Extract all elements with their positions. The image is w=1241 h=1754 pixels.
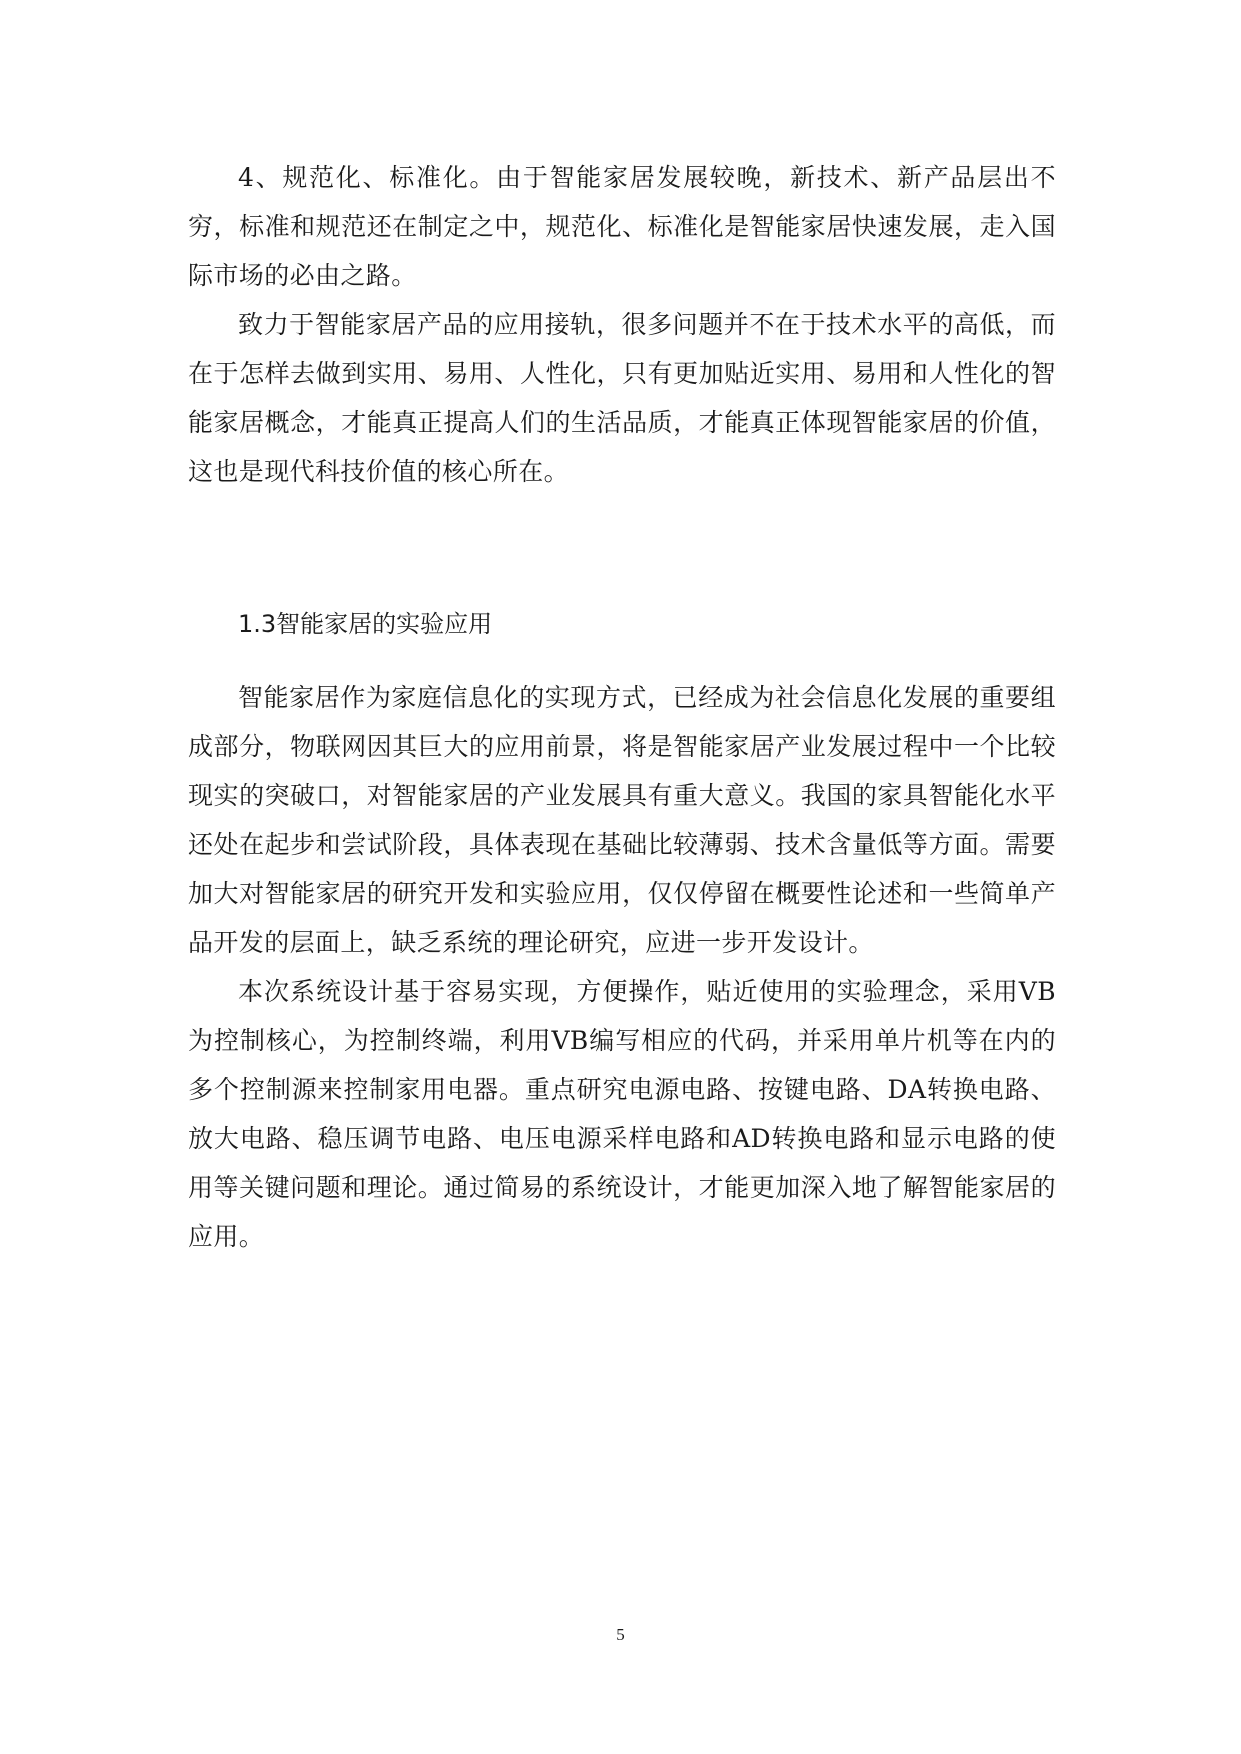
document-body [188, 153, 1056, 1261]
paragraph-application-integration: 致力于智能家居产品的应用接轨，很多问题并不在于技术水平的高低，而在于怎样去做到实用、易用、人性化，只有更加贴近实用、易用和人性化的智能家居概念，才能真正提高人们的生活品质，才能真正体现智能家居的价值，这也是现代科技价值的核心所在。 [188, 310, 1056, 486]
paragraph-standardization: 4、规范化、标准化。由于智能家居发展较晚，新技术、新产品层出不穷，标准和规范还在制定之中，规范化、标准化是智能家居快速发展，走入国际市场的必由之路。 [188, 163, 1056, 290]
spacer [188, 649, 1056, 673]
section-heading: 1.3智能家居的实验应用 [238, 610, 493, 638]
paragraph-smart-home-informatization: 智能家居作为家庭信息化的实现方式，已经成为社会信息化发展的重要组成部分，物联网因其巨大的应用前景，将是智能家居产业发展过程中一个比较现实的突破口，对智能家居的产业发展具有重大意义。我国的家具智能化水平还处在起步和尝试阶段，具体表现在基础比较薄弱、技术含量低等方面。需要加大对智能家居的研究开发和实验应用，仅仅停留在概要性论述和一些简单产品开发的层面上，缺乏系统的理论研究，应进一步开发设计。 [188, 683, 1056, 957]
spacer [188, 496, 1056, 600]
page-number: 5 [616, 1625, 625, 1644]
paragraph-system-design: 本次系统设计基于容易实现，方便操作，贴近使用的实验理念，采用VB为控制核心，为控制终端，利用VB编写相应的代码，并采用单片机等在内的多个控制源来控制家用电器。重点研究电源电路、按键电路、DA转换电路、放大电路、稳压调节电路、电压电源采样电路和AD转换电路和显示电路的使用等关键问题和理论。通过简易的系统设计，才能更加深入地了解智能家居的应用。 [188, 977, 1056, 1251]
